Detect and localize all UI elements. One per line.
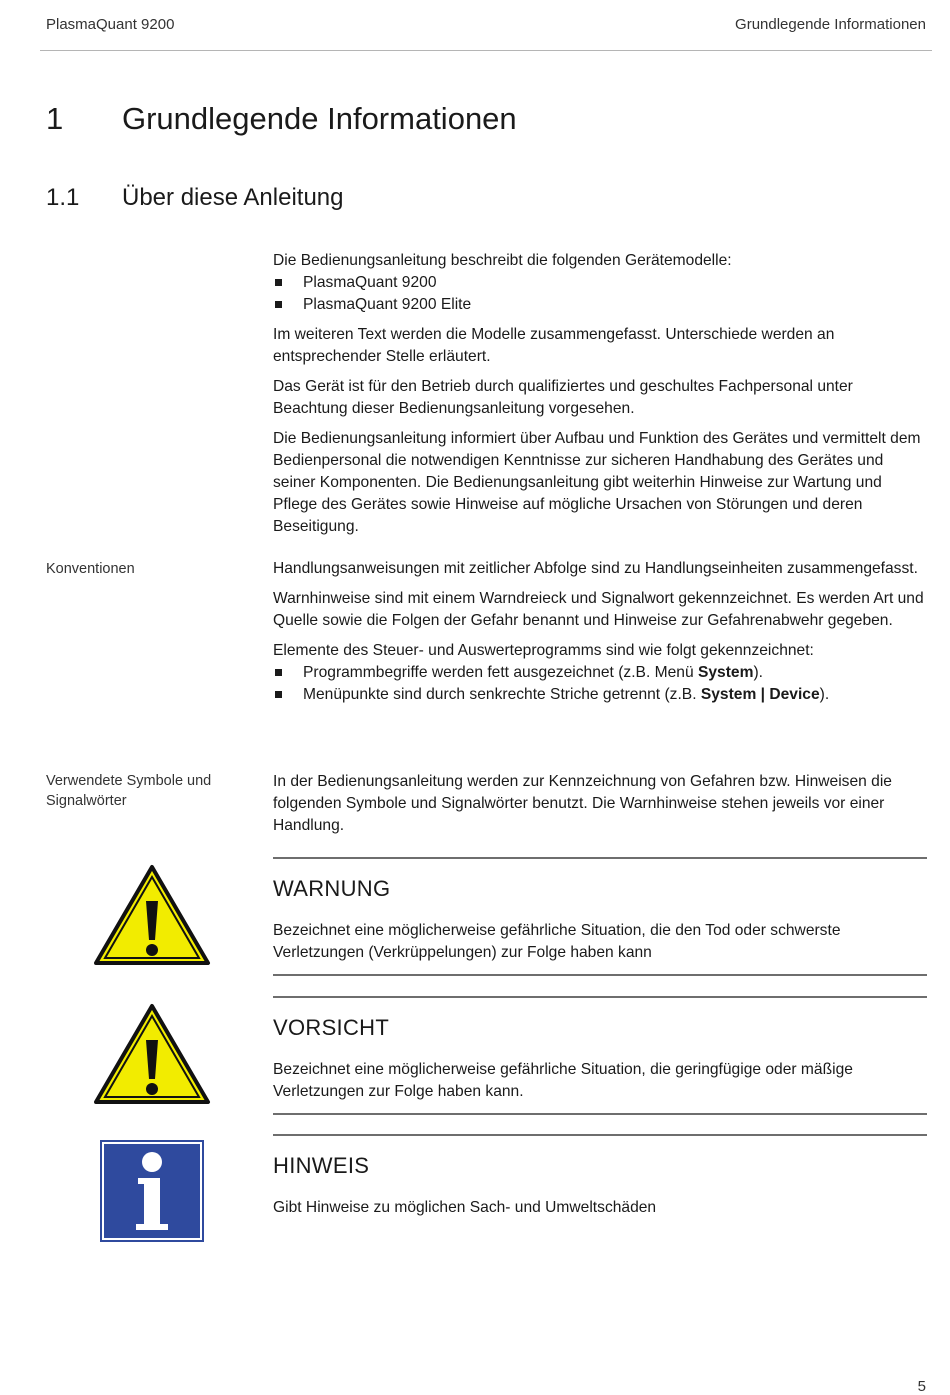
notice-bottom-rule — [273, 1113, 927, 1115]
conventions-paragraph: Handlungsanweisungen mit zeitlicher Abfolge sind zu Handlungseinheiten zusammengefasst. — [273, 560, 918, 577]
symbols-block — [273, 771, 927, 845]
chapter-number: 1 — [46, 101, 64, 136]
page-number: 5 — [917, 1378, 926, 1395]
warning-triangle-icon — [93, 1003, 211, 1106]
sidebar-label-symbols: Verwendete Symbole und Signalwörter — [46, 773, 212, 809]
notice-top-rule — [273, 1134, 927, 1136]
warning-triangle-icon — [93, 864, 211, 967]
list-item: PlasmaQuant 9200 — [273, 272, 927, 294]
item-text: Programmbegriffe werden fett ausgezeichnet (z.B. Menü — [303, 664, 698, 681]
intro-paragraph: Im weiteren Text werden die Modelle zusammengefasst. Unterschiede werden an entsprechender Stelle erläutert. — [273, 326, 835, 365]
running-header-product: PlasmaQuant 9200 — [46, 16, 175, 33]
chapter-title: Grundlegende Informationen — [122, 101, 517, 136]
notice-title: WARNUNG — [273, 876, 391, 901]
item-text: ). — [753, 664, 763, 681]
notice-top-rule — [273, 996, 927, 998]
intro-paragraph: Die Bedienungsanleitung informiert über Aufbau und Funktion des Gerätes und vermittelt dem Bedienpersonal die notwendigen Kenntnisse zur sicheren Handhabung des Gerätes und seiner Komponenten. Die Bedienungsanleitung gibt weiterhin Hinweise zur Wartung und Pflege des Gerätes sowie Hinweise auf mögliche Ursachen von Störungen und deren Beseitigung. — [273, 430, 921, 535]
notice-text: Gibt Hinweise zu möglichen Sach- und Umweltschäden — [273, 1199, 657, 1216]
conventions-paragraph: Warnhinweise sind mit einem Warndreieck und Signalwort gekennzeichnet. Es werden Art und Quelle sowie die Folgen der Gefahr benannt und Hinweise zur Gefahrenabwehr gegeben. — [273, 590, 924, 629]
list-item — [273, 684, 927, 706]
intro-paragraph: Das Gerät ist für den Betrieb durch qualifiziertes und geschultes Fachpersonal unter Beachtung dieser Bedienungsanleitung vorgesehen. — [273, 378, 853, 417]
model-list — [273, 272, 927, 316]
conventions-paragraph: Elemente des Steuer- und Auswerteprogramms sind wie folgt gekennzeichnet: — [273, 642, 814, 659]
intro-block — [273, 250, 927, 546]
notice-title: VORSICHT — [273, 1015, 390, 1040]
running-header-chapter: Grundlegende Informationen — [735, 16, 926, 33]
notice-caution — [273, 996, 927, 1116]
conventions-block — [273, 558, 927, 714]
notice-note — [273, 1134, 927, 1234]
program-term: System | Device — [700, 686, 820, 703]
intro-lead: Die Bedienungsanleitung beschreibt die folgenden Gerätemodelle: — [273, 252, 732, 269]
section-number: 1.1 — [46, 184, 80, 211]
section-title: Über diese Anleitung — [122, 184, 344, 211]
sidebar-label-conventions: Konventionen — [46, 561, 135, 577]
program-element-list — [273, 662, 927, 706]
header-divider — [40, 50, 932, 51]
list-item: PlasmaQuant 9200 Elite — [273, 294, 927, 316]
program-term: System — [697, 664, 754, 681]
item-text: Menüpunkte sind durch senkrechte Striche getrennt (z.B. — [303, 686, 701, 703]
symbols-intro: In der Bedienungsanleitung werden zur Kennzeichnung von Gefahren bzw. Hinweisen die folgenden Symbole und Signalwörter benutzt. Die Warnhinweise stehen jeweils vor einer Handlung. — [273, 773, 892, 834]
notice-warning — [273, 857, 927, 977]
notice-text: Bezeichnet eine möglicherweise gefährliche Situation, die den Tod oder schwerste Verletzungen (Verkrüppelungen) zur Folge haben kann — [273, 922, 841, 961]
information-icon — [100, 1140, 204, 1242]
notice-top-rule — [273, 857, 927, 859]
notice-text: Bezeichnet eine möglicherweise gefährliche Situation, die geringfügige oder mäßige Verletzungen zur Folge haben kann. — [273, 1061, 853, 1100]
list-item — [273, 662, 927, 684]
notice-title: HINWEIS — [273, 1153, 370, 1178]
item-text: ). — [819, 686, 830, 703]
notice-bottom-rule — [273, 974, 927, 976]
